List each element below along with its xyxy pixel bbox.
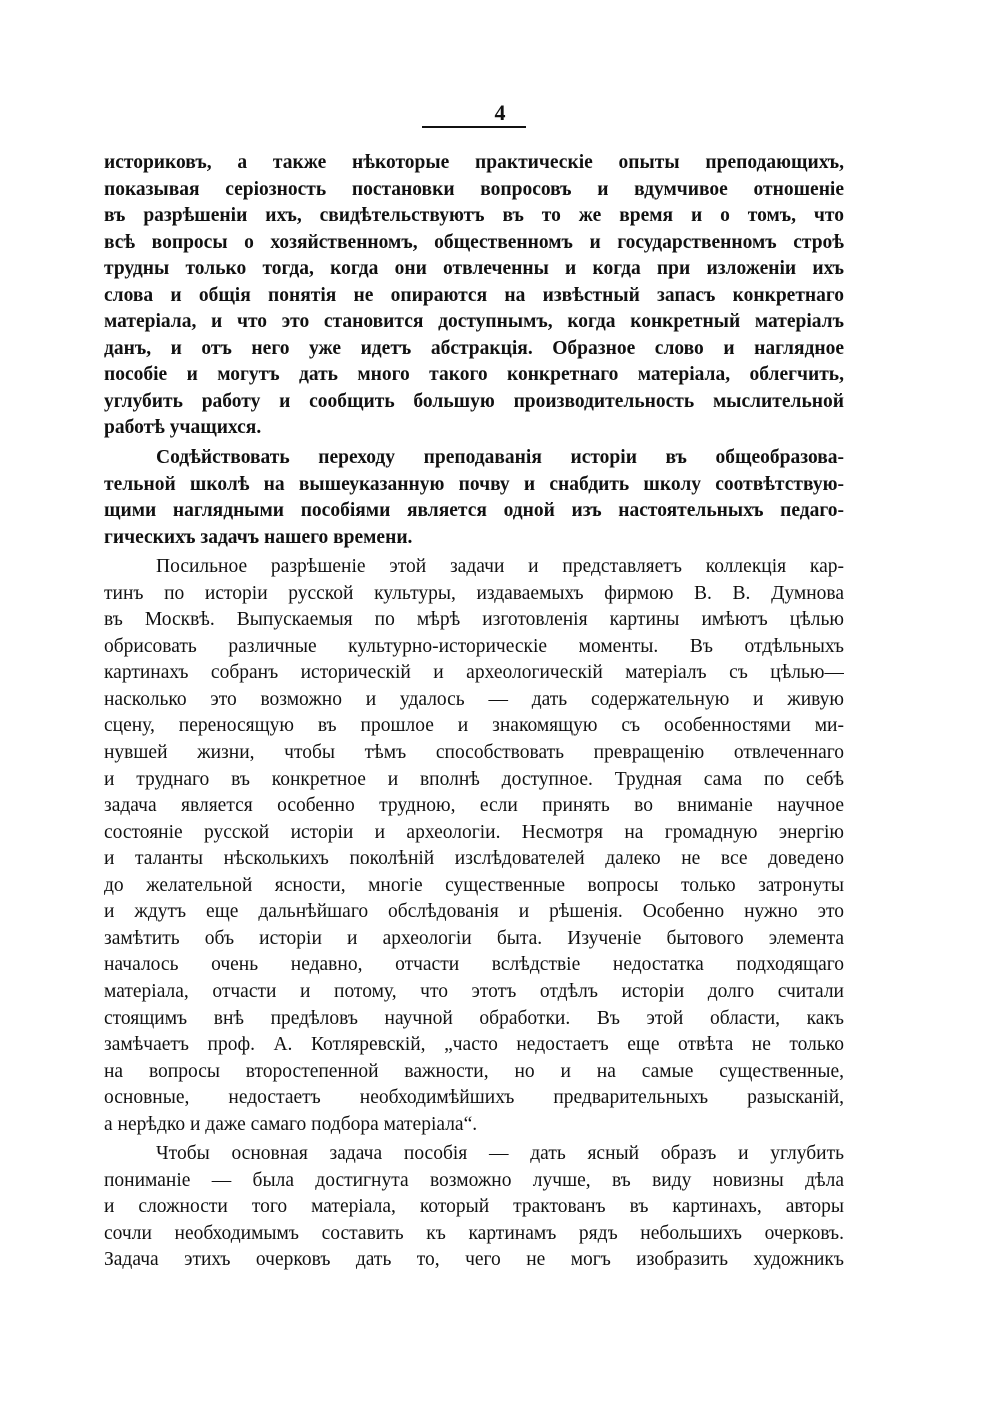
page-number: 4 [494, 100, 506, 125]
text-line: матеріала, и что это становится доступнымъ, когда конкретный матеріалъ [104, 311, 844, 333]
text-line: пониманіе — была достигнута возможно лучше, въ виду новизны дѣла [104, 1169, 844, 1191]
page-number-rule [422, 126, 526, 128]
text-line: щими наглядными пособіями является одной изъ настоятельныхъ педаго- [104, 500, 844, 522]
text-line: въ Москвѣ. Выпускаемыя по мѣрѣ изготовленія картины имѣютъ цѣлью [104, 609, 844, 631]
text-line: гическихъ задачъ нашего времени. [104, 526, 413, 548]
text-line: на вопросы второстепенной важности, но и на самые существенные, [104, 1060, 844, 1082]
text-line: задача является особенно трудною, если принять во вниманіе научное [104, 795, 844, 817]
text-line: углубить работу и сообщить большую производительность мыслительной [104, 390, 844, 412]
paragraph [104, 1141, 844, 1274]
text-line: и сложности того матеріала, который трактованъ въ картинахъ, авторы [104, 1196, 844, 1218]
text-line: работѣ учащихся. [104, 417, 262, 439]
text-line: данъ, и отъ него уже идетъ абстракція. Образное слово и наглядное [104, 337, 844, 359]
text-line: сцену, переносящую въ прошлое и знакомящую съ особенностями ми- [104, 715, 844, 737]
text-line: сочли необходимымъ составить къ картинамъ рядъ небольшихъ очерковъ. [104, 1222, 844, 1244]
text-line: состояніе русской исторіи и археологіи. Несмотря на громадную энергію [104, 821, 844, 843]
text-line: матеріала, отчасти и потому, что этотъ отдѣлъ исторіи долго считали [104, 980, 844, 1002]
text-line: тинъ по исторіи русской культуры, издаваемыхъ фирмою В. В. Думнова [104, 582, 844, 604]
text-line: началось очень недавно, отчасти вслѣдствіе недостатка подходящаго [104, 954, 844, 976]
text-line: трудны только тогда, когда они отвлеченны и когда при изложеніи ихъ [104, 258, 844, 280]
text-line: и труднаго въ конкретное и вполнѣ доступное. Трудная сама по себѣ [104, 768, 844, 790]
text-line: всѣ вопросы о хозяйственномъ, общественномъ и государственномъ строѣ [104, 231, 844, 253]
text-line: слова и общія понятія не опираются на извѣстный запасъ конкретнаго [104, 284, 844, 306]
text-line: историковъ, а также нѣкоторые практическіе опыты преподающихъ, [104, 152, 844, 173]
paragraph [104, 150, 844, 442]
text-line: картинахъ собранъ историческій и археологическій матеріалъ съ цѣлью— [104, 662, 844, 684]
text-line: а нерѣдко и даже самаго подбора матеріала“. [104, 1113, 478, 1135]
body-text [104, 150, 844, 1274]
paragraph [104, 554, 844, 1138]
text-line: въ разрѣшеніи ихъ, свидѣтельствуютъ въ то же время и о томъ, что [104, 205, 844, 227]
paragraph [104, 445, 844, 551]
text-line: замѣчаетъ проф. А. Котляревскій, „часто недостаетъ еще отвѣта не только [104, 1034, 844, 1056]
text-line: Содѣйствовать переходу преподаванія исторіи въ общеобразова- [156, 447, 844, 469]
text-line: до желательной ясности, многіе существенные вопросы только затронуты [104, 874, 844, 896]
text-line: пособіе и могутъ дать много такого конкретнаго матеріала, облегчить, [104, 364, 844, 386]
text-line: тельной школѣ на вышеуказанную почву и снабдить школу соотвѣтствую- [104, 473, 844, 495]
text-line: и ждутъ еще дальнѣйшаго обслѣдованія и рѣшенія. Особенно нужно это [104, 901, 844, 923]
text-line: Чтобы основная задача пособія — дать ясный образъ и углубить [156, 1143, 844, 1165]
text-line: Посильное разрѣшеніе этой задачи и представляетъ коллекція кар- [156, 556, 844, 578]
text-line: насколько это возможно и удалось — дать содержательную и живую [104, 688, 844, 710]
text-line: Задача этихъ очерковъ дать то, чего не могъ изобразить художникъ [104, 1249, 844, 1271]
text-line: и таланты нѣсколькихъ поколѣній изслѣдователей далеко не все доведено [104, 848, 844, 870]
text-line: замѣтить объ исторіи и археологіи быта. Изученіе бытового элемента [104, 927, 844, 949]
text-line: нувшей жизни, чтобы тѣмъ способствовать превращенію отвлеченнаго [104, 742, 844, 764]
text-line: основные, недостаетъ необходимѣйшихъ предварительныхъ разысканій, [104, 1087, 844, 1109]
text-line: показывая серіозность постановки вопросовъ и вдумчивое отношеніе [104, 178, 844, 200]
text-line: обрисовать различные культурно-историческіе моменты. Въ отдѣльныхъ [104, 635, 844, 657]
text-line: стоящимъ внѣ предѣловъ научной обработки. Въ этой области, какъ [104, 1007, 844, 1029]
